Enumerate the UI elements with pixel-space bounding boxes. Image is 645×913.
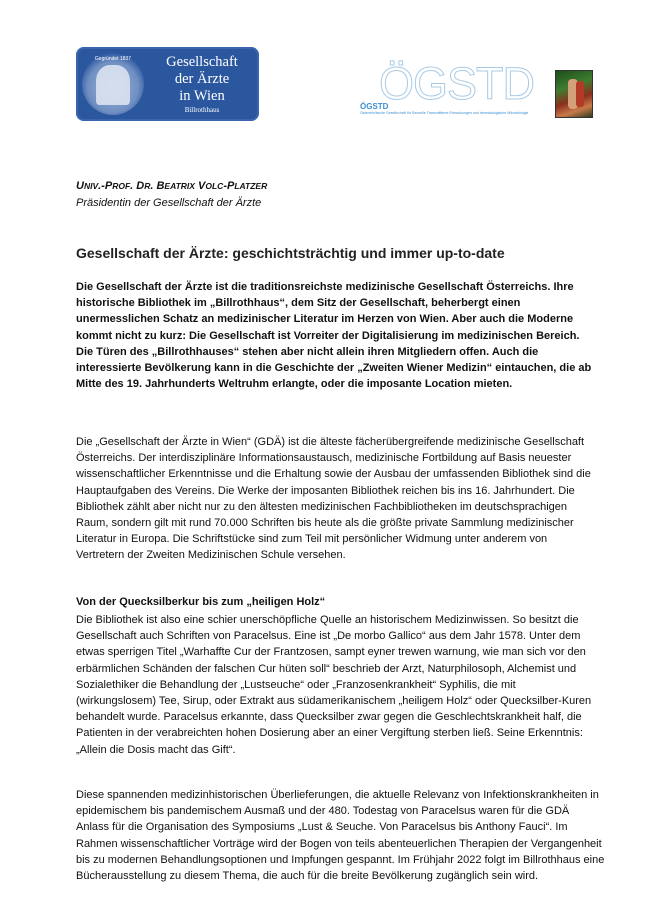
body-paragraph-2: Die Bibliothek ist also eine schier unerschöpfliche Quelle an historischem Medizinwissen. So besitzt die Gesellschaft auch Schriften von Paracelsus. Eine ist „De morbo Gallico“ aus dem Jahr 1578. Unter dem etwas sperrigen Titel „Warhaffte Cur der Frantzosen, sampt eyner trewen warnung, wie man sich vor den erbärmlichen Schänden der falschen Cur hüten soll“ beschrieb der Arzt, Naturphilosoph, Alchemist und Sozialethiker die Behandlung der „Lustseuche“ oder „Franzosenkrankheit“ Syphilis, die mit (wirkungslosem) Tee, Sirup, oder Extrakt aus südamerikanischem „heiligem Holz“ oder Quecksilber-Kuren behandelt wurde. Paracelsus erkannte, dass Quecksilber zwar gegen die Geschlechtskrankheit half, die Patienten in der verabreichten hohen Dosierung aber an einer Vergiftung sterben ließ. Seine Erkenntnis: „Allein die Dosis macht das Gift“. xyxy=(76,614,592,756)
article-headline: Gesellschaft der Ärzte: geschichtsträchtig und immer up-to-date xyxy=(76,245,505,261)
lead-paragraph: Die Gesellschaft der Ärzte ist die traditionsreichste medizinische Gesellschaft Österreichs. Ihre historische Bibliothek im „Billrothhaus“, dem Sitz der Gesellschaft, beherbergt einen unermesslichen Schatz an medizinischer Literatur im Herzen von Wien. Aber auch die Moderne kommt nicht zu kurz: Die Gesellschaft ist Vorreiter der Digitalisierung im medizinischen Bereich. Die Türen des „Billrothhauses“ stehen aber nicht allein ihren Mitgliedern offen. Auch die interessierte Bevölkerung kann in die Geschichte der „Zweiten Wiener Medizin“ eintauchen, die ab Mitte des 19. Jahrhunderts Weltruhm erlangte, oder die imposante Location mieten. xyxy=(76,281,592,391)
ogstd-logo-big: ÖGSTD xyxy=(379,58,535,109)
ogstd-logo-subtitle: Österreichische Gesellschaft für Sexuelle Transmittierte Erkrankungen und dermatologische Mikrobiologie xyxy=(360,111,529,115)
author-name: UNIV.-PROF. DR. BEATRIX VOLC-PLATZER xyxy=(76,180,268,192)
paracelsus-painting-icon xyxy=(555,70,593,118)
gda-logo xyxy=(76,47,259,121)
body-paragraph-3: Diese spannenden medizinhistorischen Überlieferungen, die aktuelle Relevanz von Infektionskrankheiten in epidemischem bis pandemischem Ausmaß und der 480. Todestag von Paracelsus waren für die GDÄ Anlass für die Organisation des Symposiums „Lust & Seuche. Von Paracelsus bis Anthony Fauci“. Im Rahmen wissenschaftlicher Vorträge wird der Bogen von teils abenteuerlichen Therapien der Vergangenheit bis zu modernen Behandlungsoptionen und Impfungen gespannt. Im Frühjahr 2022 folgt im Billrothhaus eine Bücherausstellung zu diesem Thema, die auch für die breite Bevölkerung zugänglich sein wird. xyxy=(76,789,605,883)
author-role: Präsidentin der Gesellschaft der Ärzte xyxy=(76,197,262,209)
logo-line-2: der Ärzte xyxy=(174,71,230,87)
seal-emblem-icon xyxy=(82,53,144,115)
logo-line-3: in Wien xyxy=(179,88,225,104)
section-subheading: Von der Quecksilberkur bis zum „heiligen Holz“ xyxy=(76,596,326,608)
seal-text: Gegründet 1837 xyxy=(94,56,132,62)
ogstd-logo xyxy=(359,58,549,120)
ogstd-logo-small: ÖGSTD xyxy=(360,102,389,111)
body-paragraph-1: Die „Gesellschaft der Ärzte in Wien“ (GDÄ) ist die älteste fächerübergreifende medizinische Gesellschaft Österreichs. Der interdisziplinäre Informationsaustausch, medizinische Fortbildung auf Basis neuester wissenschaftlicher Erkenntnisse und die Erhaltung sowie der Ausbau der umfassenden Bibliothek sind die Hauptaufgaben des Vereins. Die Werke der imposanten Bibliothek reichen bis ins 16. Jahrhundert. Die Bibliothek zählt aber nicht nur zu den ältesten medizinischen Fachbibliotheken im deutschsprachigen Raum, sondern gilt mit rund 70.000 Schriften bis heute als die größte private Sammlung medizinischer Literatur in Europa. Die Schriftstücke sind zum Teil mit persönlicher Widmung unter anderem von Vertretern der Zweiten Medizinischen Schule versehen. xyxy=(76,436,591,562)
logo-line-1: Gesellschaft xyxy=(166,54,238,70)
logo-line-4: Billrothhaus xyxy=(184,106,220,114)
